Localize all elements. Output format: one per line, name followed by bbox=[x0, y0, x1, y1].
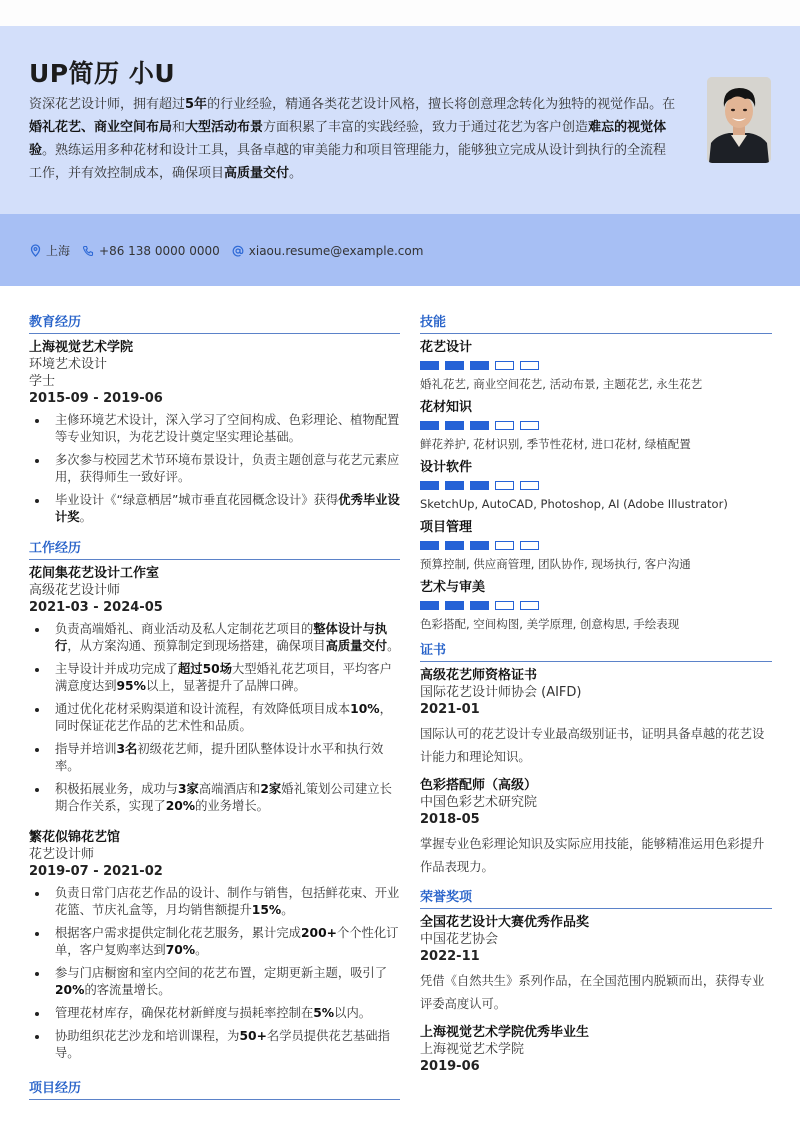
skill-name: 艺术与审美 bbox=[420, 580, 486, 595]
level-block-filled bbox=[420, 421, 439, 430]
level-block-filled bbox=[445, 421, 464, 430]
job-role: 高级花艺设计师 bbox=[29, 583, 121, 598]
bullet-item: 多次参与校园艺术节环境布景设计，负责主题创意与花艺元素应用，获得师生一致好评。 bbox=[29, 452, 400, 486]
bullet-item: 指导并培训3名初级花艺师，提升团队整体设计水平和执行效率。 bbox=[29, 741, 400, 775]
section-title-education: 教育经历 bbox=[29, 314, 400, 334]
location-pin-icon bbox=[30, 244, 41, 257]
level-block-empty bbox=[520, 481, 539, 490]
level-block-filled bbox=[470, 541, 489, 550]
award-entry bbox=[420, 1024, 772, 1076]
certificate-entry bbox=[420, 667, 772, 769]
contact-info bbox=[30, 242, 435, 259]
certificate-desc: 掌握专业色彩理论知识及实际应用技能，能够精准运用色彩提升作品表现力。 bbox=[420, 837, 765, 874]
work-bullets bbox=[29, 621, 400, 815]
level-block-empty bbox=[520, 421, 539, 430]
skill-level-bar bbox=[420, 601, 772, 610]
phone-icon bbox=[82, 245, 94, 257]
award-name: 上海视觉艺术学院优秀毕业生 bbox=[420, 1025, 590, 1040]
bullet-item: 参与门店橱窗和室内空间的花艺布置，定期更新主题，吸引了20%的客流量增长。 bbox=[29, 965, 400, 999]
level-block-empty bbox=[495, 481, 514, 490]
section-title-projects: 项目经历 bbox=[29, 1080, 400, 1100]
level-block-filled bbox=[445, 541, 464, 550]
bullet-item: 主导设计并成功完成了超过50场大型婚礼花艺项目，平均客户满意度达到95%以上，显著提升了品牌口碑。 bbox=[29, 661, 400, 695]
projects-section bbox=[29, 1080, 400, 1100]
work-date: 2019-07 - 2021-02 bbox=[29, 864, 163, 879]
award-entry bbox=[420, 914, 772, 1016]
award-date: 2019-06 bbox=[420, 1059, 480, 1074]
certificate-date: 2018-05 bbox=[420, 812, 480, 827]
level-block-empty bbox=[495, 541, 514, 550]
certificate-desc: 国际认可的花艺设计专业最高级别证书，证明具备卓越的花艺设计能力和理论知识。 bbox=[420, 727, 765, 764]
company-name: 繁花似锦花艺馆 bbox=[29, 830, 121, 845]
certificate-entry bbox=[420, 777, 772, 879]
section-title-certificates: 证书 bbox=[420, 642, 772, 662]
skills-section bbox=[420, 314, 772, 632]
level-block-empty bbox=[520, 601, 539, 610]
education-entry bbox=[29, 339, 400, 526]
skill-tags: 预算控制, 供应商管理, 团队协作, 现场执行, 客户沟通 bbox=[420, 557, 691, 571]
skill-tags: 婚礼花艺, 商业空间花艺, 活动布景, 主题花艺, 永生花艺 bbox=[420, 377, 703, 391]
skill-tags: SketchUp, AutoCAD, Photoshop, AI (Adobe Illustrator) bbox=[420, 497, 728, 511]
company-name: 花间集花艺设计工作室 bbox=[29, 566, 160, 581]
skill-name: 项目管理 bbox=[420, 520, 473, 535]
avatar-photo bbox=[707, 77, 771, 163]
bullet-item: 根据客户需求提供定制化花艺服务，累计完成200+个个性化订单，客户复购率达到70%。 bbox=[29, 925, 400, 959]
section-title-skills: 技能 bbox=[420, 314, 772, 334]
level-block-filled bbox=[420, 481, 439, 490]
top-margin bbox=[0, 0, 800, 26]
skill-name: 花艺设计 bbox=[420, 340, 473, 355]
skill-level-bar bbox=[420, 481, 772, 490]
level-block-empty bbox=[520, 361, 539, 370]
school-name: 上海视觉艺术学院 bbox=[29, 340, 134, 355]
location-text: 上海 bbox=[46, 244, 71, 258]
level-block-filled bbox=[445, 481, 464, 490]
level-block-filled bbox=[445, 361, 464, 370]
bullet-item: 负责日常门店花艺作品的设计、制作与销售，包括鲜花束、开业花篮、节庆礼盒等，月均销售额提升15%。 bbox=[29, 885, 400, 919]
contact-location bbox=[30, 242, 70, 259]
right-column bbox=[420, 300, 772, 1084]
skill-level-bar bbox=[420, 541, 772, 550]
work-bullets bbox=[29, 885, 400, 1062]
contact-email[interactable] bbox=[232, 244, 424, 258]
bullet-item: 协助组织花艺沙龙和培训课程，为50+名学员提供花艺基础指导。 bbox=[29, 1028, 400, 1062]
bullet-item: 主修环境艺术设计，深入学习了空间构成、色彩理论、植物配置等专业知识，为花艺设计奠定坚实理论基础。 bbox=[29, 412, 400, 446]
candidate-name: UP简历 小U bbox=[29, 59, 176, 88]
skill-level-bar bbox=[420, 361, 772, 370]
award-date: 2022-11 bbox=[420, 949, 480, 964]
work-entry bbox=[29, 565, 400, 815]
level-block-empty bbox=[495, 601, 514, 610]
education-bullets bbox=[29, 412, 400, 526]
person-portrait-icon bbox=[707, 77, 771, 163]
skill-tags: 色彩搭配, 空间构图, 美学原理, 创意构思, 手绘表现 bbox=[420, 617, 680, 631]
certificate-name: 高级花艺师资格证书 bbox=[420, 668, 538, 683]
certificate-issuer: 国际花艺设计师协会 (AIFD) bbox=[420, 685, 582, 700]
bullet-item: 管理花材库存，确保花材新鲜度与损耗率控制在5%以内。 bbox=[29, 1005, 400, 1022]
phone-text: +86 138 0000 0000 bbox=[99, 243, 220, 258]
skills-list bbox=[420, 339, 772, 632]
level-block-filled bbox=[470, 481, 489, 490]
bullet-item: 积极拓展业务，成功与3家高端酒店和2家婚礼策划公司建立长期合作关系，实现了20%的业务增长。 bbox=[29, 781, 400, 815]
contact-phone[interactable] bbox=[82, 244, 220, 258]
email-text: xiaou.resume@example.com bbox=[248, 243, 424, 258]
level-block-filled bbox=[420, 541, 439, 550]
certificates-section bbox=[420, 642, 772, 879]
bullet-item: 负责高端婚礼、商业活动及私人定制花艺项目的整体设计与执行，从方案沟通、预算制定到现场搭建，确保项目高质量交付。 bbox=[29, 621, 400, 655]
level-block-empty bbox=[495, 361, 514, 370]
award-name: 全国花艺设计大赛优秀作品奖 bbox=[420, 915, 590, 930]
level-block-filled bbox=[420, 361, 439, 370]
certificate-date: 2021-01 bbox=[420, 702, 480, 717]
skill-name: 花材知识 bbox=[420, 400, 473, 415]
work-date: 2021-03 - 2024-05 bbox=[29, 600, 163, 615]
level-block-filled bbox=[470, 361, 489, 370]
skill-item bbox=[420, 579, 772, 632]
level-block-filled bbox=[445, 601, 464, 610]
awards-section bbox=[420, 889, 772, 1076]
skill-level-bar bbox=[420, 421, 772, 430]
education-section bbox=[29, 314, 400, 526]
major: 环境艺术设计 bbox=[29, 357, 108, 372]
award-issuer: 中国花艺协会 bbox=[420, 932, 499, 947]
work-section bbox=[29, 540, 400, 1062]
level-block-filled bbox=[420, 601, 439, 610]
section-title-work: 工作经历 bbox=[29, 540, 400, 560]
certificate-name: 色彩搭配师（高级） bbox=[420, 778, 538, 793]
certificate-issuer: 中国色彩艺术研究院 bbox=[420, 795, 538, 810]
level-block-filled bbox=[470, 601, 489, 610]
education-date: 2015-09 - 2019-06 bbox=[29, 391, 163, 406]
skill-item bbox=[420, 519, 772, 572]
award-desc: 凭借《自然共生》系列作品，在全国范围内脱颖而出，获得专业评委高度认可。 bbox=[420, 974, 765, 1011]
skill-item bbox=[420, 399, 772, 452]
skill-item bbox=[420, 459, 772, 512]
level-block-filled bbox=[470, 421, 489, 430]
skill-name: 设计软件 bbox=[420, 460, 473, 475]
left-column bbox=[29, 300, 400, 1105]
work-entry bbox=[29, 829, 400, 1062]
level-block-empty bbox=[495, 421, 514, 430]
bullet-item: 通过优化花材采购渠道和设计流程，有效降低项目成本10%，同时保证花艺作品的艺术性和品质。 bbox=[29, 701, 400, 735]
skill-item bbox=[420, 339, 772, 392]
level-block-empty bbox=[520, 541, 539, 550]
section-title-awards: 荣誉奖项 bbox=[420, 889, 772, 909]
skill-tags: 鲜花养护, 花材识别, 季节性花材, 进口花材, 绿植配置 bbox=[420, 437, 691, 451]
job-role: 花艺设计师 bbox=[29, 847, 95, 862]
bullet-item: 毕业设计《“绿意栖居”城市垂直花园概念设计》获得优秀毕业设计奖。 bbox=[29, 492, 400, 526]
at-sign-icon bbox=[232, 245, 244, 257]
profile-summary: 资深花艺设计师，拥有超过5年的行业经验，精通各类花艺设计风格，擅长将创意理念转化为独特的视觉作品。在婚礼花艺、商业空间布局和大型活动布景方面积累了丰富的实践经验，致力于通过花艺为客户创造难忘的视觉体验。熟练运用多种花材和设计工具，具备卓越的审美能力和项目管理能力，能够独立完成从设计到执行的全流程工作，并有效控制成本，确保项目高质量交付。 bbox=[29, 97, 676, 181]
degree: 学士 bbox=[29, 374, 56, 389]
award-issuer: 上海视觉艺术学院 bbox=[420, 1042, 525, 1057]
